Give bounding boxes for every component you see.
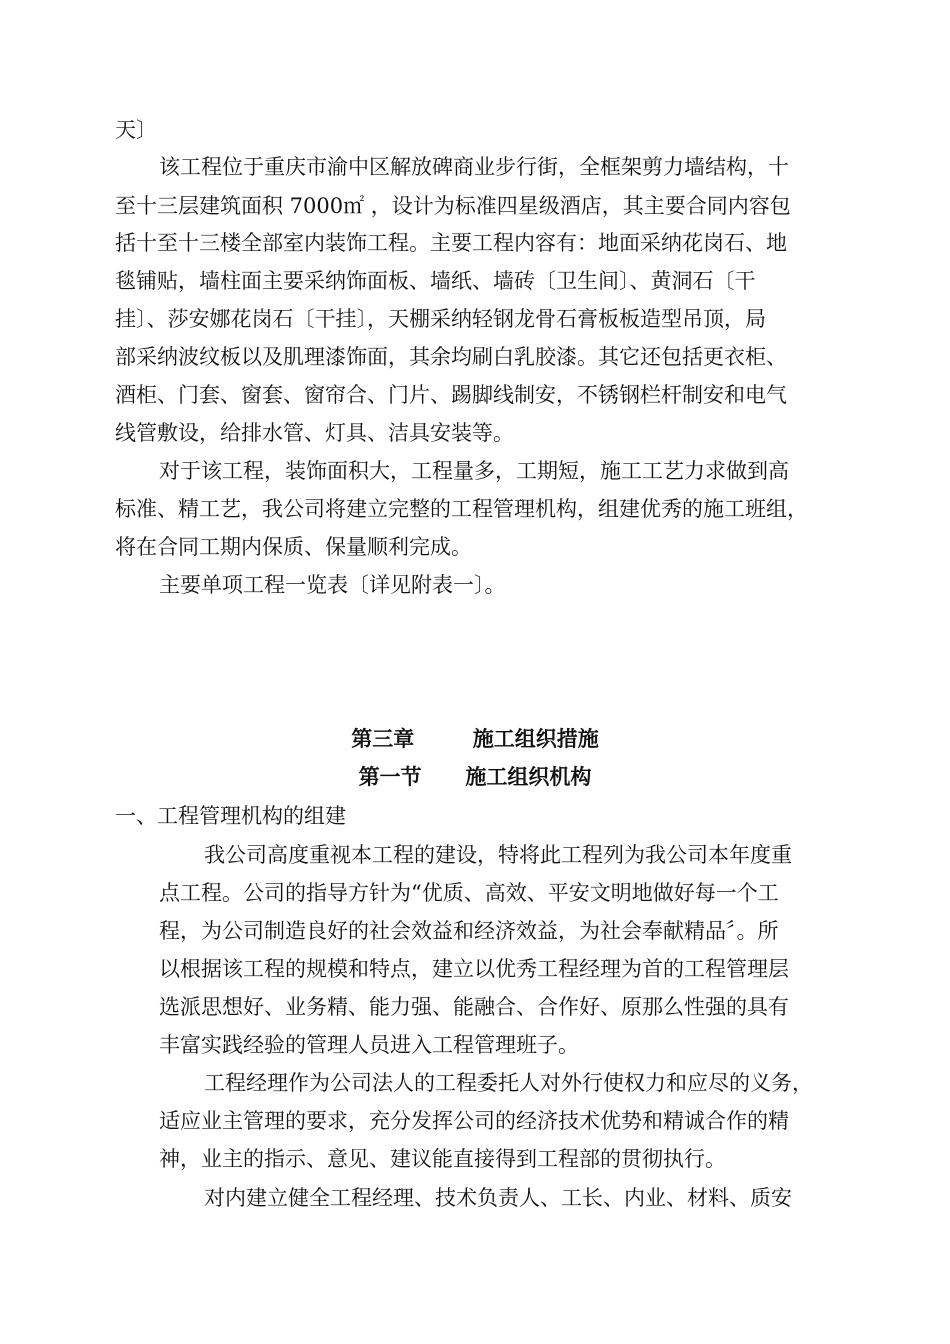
- text-line: 适应业主管理的要求，充分发挥公司的经济技术优势和精诚合作的精: [159, 1109, 789, 1133]
- text-line: 毯铺贴，墙柱面主要采纳饰面板、墙纸、墙砖〔卫生间〕、黄洞石〔干: [115, 269, 756, 293]
- text-line: 将在合同工期内保质、保量顺利完成。: [115, 535, 472, 559]
- section-title: 第一节 施工组织机构: [358, 765, 592, 789]
- text-line: 部采纳波纹板以及肌理漆饰面，其余均刷白乳胶漆。其它还包括更衣柜、: [115, 345, 787, 369]
- text-line: 程，为公司制造良好的社会效益和经济效益，为社会奉献精品〞。所: [159, 919, 779, 943]
- text-line: 酒柜、门套、窗套、窗帘合、门片、踢脚线制安，不锈钢栏杆制安和电气: [115, 383, 787, 407]
- text-line: 标准、精工艺，我公司将建立完整的工程管理机构，组建优秀的施工班组，: [115, 497, 808, 521]
- text-line: 线管敷设，给排水管、灯具、洁具安装等。: [115, 421, 514, 445]
- text-line: 挂〕、莎安娜花岗石〔干挂〕，天棚采纳轻钢龙骨石膏板板造型吊顶，局: [115, 307, 766, 331]
- text-line: 天〕: [115, 118, 157, 142]
- text-line: 该工程位于重庆市渝中区解放碑商业步行街，全框架剪力墙结构，十: [159, 155, 789, 179]
- text-line: 神，业主的指示、意见、建议能直接得到工程部的贯彻执行。: [159, 1147, 726, 1171]
- text-line: 主要单项工程一览表〔详见附表一〕。: [159, 573, 506, 597]
- chapter-title: 第三章 施工组织措施: [351, 727, 599, 751]
- text-line: 以根据该工程的规模和特点，建立以优秀工程经理为首的工程管理层: [159, 957, 789, 981]
- text-line: 我公司高度重视本工程的建设，特将此工程列为我公司本年度重: [204, 843, 792, 867]
- text-line: 点工程。公司的指导方针为“优质、高效、平安文明地做好每一个工: [159, 881, 779, 905]
- text-line: 至十三层建筑面积 7000㎡ ，设计为标准四星级酒店，其主要合同内容包: [115, 194, 791, 218]
- text-line: 对于该工程，装饰面积大，工程量多，工期短，施工工艺力求做到高: [159, 459, 789, 483]
- text-line: 丰富实践经验的管理人员进入工程管理班子。: [159, 1033, 579, 1057]
- text-line: 括十至十三楼全部室内装饰工程。主要工程内容有：地面采纳花岗石、地: [115, 231, 787, 255]
- text-line: 对内建立健全工程经理、技术负责人、工长、内业、材料、质安: [204, 1186, 792, 1210]
- text-line: 工程经理作为公司法人的工程委托人对外行使权力和应尽的义务，: [204, 1071, 813, 1095]
- subsection-title: 一、工程管理机构的组建: [115, 804, 346, 828]
- text-line: 选派思想好、业务精、能力强、能融合、合作好、原那么性强的具有: [159, 995, 789, 1019]
